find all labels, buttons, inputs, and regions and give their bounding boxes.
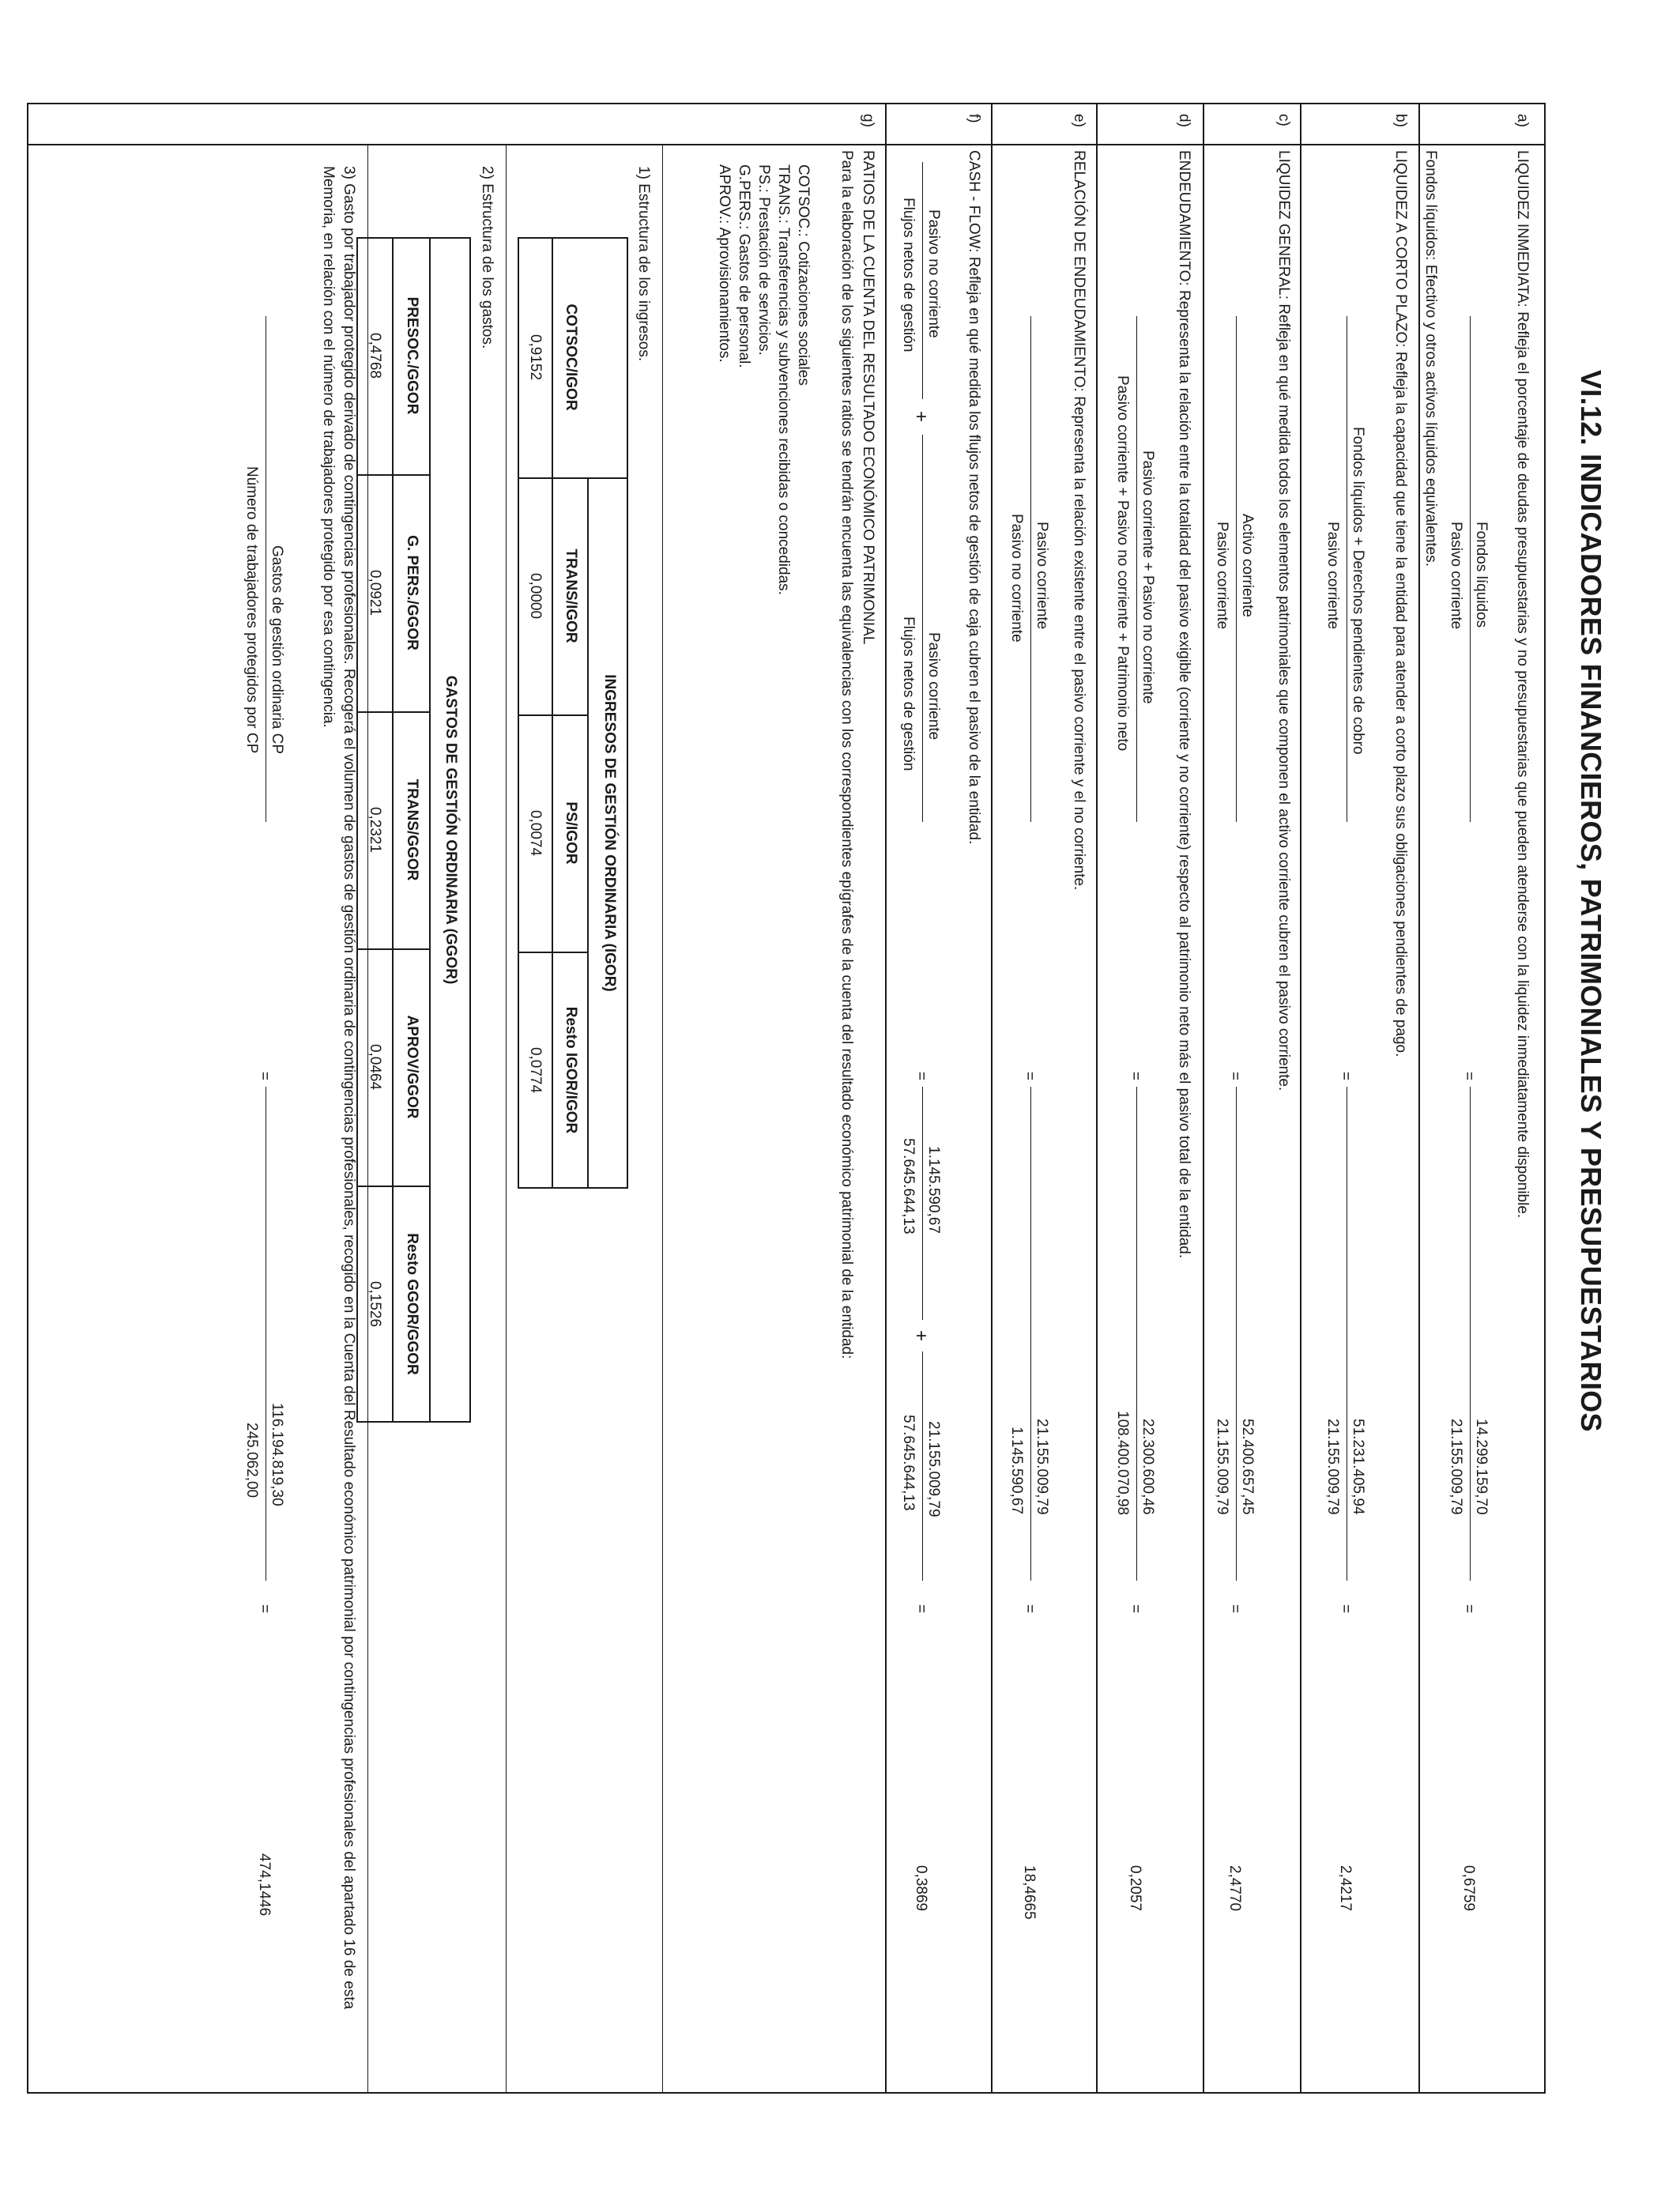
section-e-description: RELACIÓN DE ENDEUDAMIENTO: Representa la relación existente entre el pasivo corriente y el no corriente. [1071, 150, 1087, 891]
section-f-formula2-numerator: Pasivo corriente [925, 632, 942, 741]
section-b-letter: b) [1392, 114, 1409, 127]
section-e-numerator-value: 21.155.009,79 [1034, 1419, 1050, 1515]
section-g-heading: RATIOS DE LA CUENTA DEL RESULTADO ECONÓMICO PATRIMONIAL [860, 150, 876, 645]
row-separator [1418, 103, 1420, 2094]
ggor-table-title: GASTOS DE GESTIÓN ORDINARIA (GGOR) [443, 675, 459, 985]
section-d-equals: = [1127, 1072, 1143, 1081]
ggor-header-line [392, 237, 394, 1423]
ggor-header-gpers: G. PERS./GGOR [404, 535, 420, 650]
section-d-description: ENDEUDAMIENTO: Representa la relación entre la totalidad del pasivo exigible (corriente y no corriente) respecto al patrimonio neto más el pasivo total de la entidad. [1176, 150, 1192, 1259]
legend-trans: TRANS.: Transferencias y subvenciones recibidas o concedidas. [775, 164, 792, 595]
section-f-value1-denominator: 57.645.644,13 [900, 1138, 917, 1235]
section-f-formula1-denominator: Flujos netos de gestión [900, 198, 917, 352]
row-separator [1300, 103, 1301, 2094]
section-a-formula-denominator: Pasivo corriente [1448, 522, 1464, 630]
section-a-fraction-line [1470, 316, 1471, 822]
ggor-value-aprov: 0,0464 [367, 1043, 383, 1091]
row-separator [1096, 103, 1098, 2094]
section-c-formula-numerator: Activo corriente [1239, 514, 1256, 617]
section-f-value2-line [922, 1351, 923, 1581]
cp-result: 474,1446 [256, 1853, 273, 1917]
section-e-fraction-line [1030, 316, 1031, 822]
section-f-fraction1-line [922, 162, 923, 399]
section-e-denominator-value: 1.145.590,67 [1008, 1427, 1025, 1514]
igor-header-ps: PS/IGOR [563, 801, 579, 865]
section-b-denominator-value: 21.155.009,79 [1324, 1419, 1341, 1515]
cp-equals-result: = [256, 1604, 273, 1614]
section-c-fraction-line [1236, 316, 1237, 822]
legend-cotsoc: COTSOC.: Cotizaciones sociales [795, 164, 812, 386]
section-b-formula-numerator: Fondos líquidos + Derechos pendientes de cobro [1350, 427, 1366, 755]
section-c-formula-denominator: Pasivo corriente [1214, 522, 1230, 630]
section-b-formula-denominator: Pasivo corriente [1324, 522, 1341, 630]
ggor-value-trans: 0,2321 [367, 806, 383, 854]
letter-column-divider [27, 144, 1546, 145]
section-e-letter: e) [1071, 114, 1087, 127]
ggor-title-line [429, 237, 431, 1423]
section-a-value-line [1470, 1087, 1471, 1581]
section-f-result: 0,3869 [913, 1865, 929, 1912]
section-f-value2-numerator: 21.155.009,79 [925, 1421, 942, 1517]
ggor-header-resto: Resto GGOR/GGOR [404, 1233, 420, 1375]
section-f-plus: + [910, 411, 932, 423]
section-g-intro: Para la elaboración de los siguientes ratios se tendrán encuenta las equivalencias con los correspondientes epígrafes de la cuenta del resultado económico patrimonial de la entidad: [838, 150, 855, 1359]
section-d-result: 0,2057 [1127, 1865, 1143, 1912]
section-f-description: CASH - FLOW: Refleja en qué medida los flujos netos de gestión de caja cubren el pasivo de la entidad. [966, 150, 982, 845]
section-b-equals: = [1337, 1072, 1354, 1081]
section-d-denominator-value: 108.400.070,98 [1114, 1411, 1131, 1516]
igor-title-line [587, 477, 589, 1189]
section-f-fraction2-line [922, 435, 923, 822]
igor-value-cotsoc: 0,9152 [527, 334, 544, 381]
section-f-equals: = [913, 1072, 929, 1081]
igor-value-resto: 0,0774 [527, 1046, 544, 1094]
row-separator [506, 144, 507, 2094]
section-e-equals-result: = [1021, 1604, 1038, 1614]
ggor-value-resto: 0,1526 [367, 1280, 383, 1328]
section-f-letter: f) [966, 114, 982, 123]
section-d-equals-result: = [1127, 1604, 1143, 1614]
section-f-value-plus: + [910, 1330, 932, 1342]
section-c-equals-result: = [1226, 1604, 1243, 1614]
section-f-equals-result: = [913, 1604, 929, 1614]
section-f-value1-numerator: 1.145.590,67 [925, 1146, 942, 1234]
igor-value-trans: 0,0000 [527, 572, 544, 620]
section-d-fraction-line [1136, 316, 1137, 822]
section-d-value-line [1136, 1087, 1137, 1581]
section-e-result: 18,4665 [1021, 1865, 1038, 1920]
section-e-value-line [1030, 1087, 1031, 1581]
row-separator [662, 144, 663, 2094]
row-separator [1203, 103, 1204, 2094]
igor-header-line [552, 237, 553, 1189]
igor-caption: 1) Estructura de los ingresos. [635, 166, 652, 362]
section-a-numerator-value: 14.299.159,70 [1473, 1419, 1490, 1515]
igor-header-resto: Resto IGOR/IGOR [563, 1006, 579, 1134]
section-c-denominator-value: 21.155.009,79 [1214, 1419, 1230, 1515]
row-separator [885, 103, 887, 2094]
igor-value-ps: 0,0074 [527, 809, 544, 857]
section-b-numerator-value: 51.231.405,94 [1350, 1419, 1366, 1515]
section-e-formula-denominator: Pasivo no corriente [1008, 514, 1025, 643]
legend-aprov: APROV.: Aprovisionamientos. [716, 164, 733, 363]
section-a-equals: = [1460, 1072, 1477, 1081]
row-separator [991, 103, 993, 2094]
section-a-equals-result: = [1460, 1604, 1477, 1614]
cp-formula-denominator: Número de trabajadores protegidos por CP [243, 466, 260, 754]
igor-table-title: INGRESOS DE GESTIÓN ORDINARIA (IGOR) [601, 674, 618, 992]
ggor-header-presoc: PRESOC./GGOR [404, 296, 420, 415]
section-a-letter: a) [1514, 114, 1531, 127]
ggor-value-gpers: 0,0921 [367, 569, 383, 616]
cp-numerator-value: 116.194.819,30 [269, 1403, 285, 1506]
legend-gpers: G.PERS.: Gastos de personal. [736, 164, 752, 368]
section-d-formula-numerator: Pasivo corriente + Pasivo no corriente [1139, 450, 1156, 704]
section-a-description: LIQUIDEZ INMEDIATA: Refleja el porcentaje de deudas presupuestarias y no presupuestarias que pueden atenderse con la liquidez inmediatamente disponible. [1514, 150, 1531, 1219]
section-a-note: Fondos líquidos: Efectivo y otros activos líquidos equivalentes. [1422, 150, 1439, 567]
page-title: VI.12. INDICADORES FINANCIEROS, PATRIMONIALES Y PRESUPUESTARIOS [1575, 370, 1607, 1432]
ggor-header-aprov: APROV/GGOR [404, 1015, 420, 1119]
legend-ps: PS.: Prestación de servicios. [755, 164, 772, 356]
section-e-equals: = [1021, 1072, 1038, 1081]
cp-description: 3) Gasto por trabajador protegido derivado de contingencias profesionales. Recogerá el volumen de gastos de gestión ordinaria de contingencias profesionales, recogido en la Cuenta del Resultado económico patrimonial por contingencias profesionales del apartado 16 de esta Memoria, en relación con el número de trabajadores protegido por esa contingencia. [320, 166, 357, 2010]
section-c-description: LIQUIDEZ GENERAL: Refleja en qué medida todos los elementos patrimoniales que componen el activo corriente cubren el pasivo corriente. [1275, 150, 1292, 1091]
section-f-formula1-numerator: Pasivo no corriente [925, 209, 942, 338]
section-f-value1-line [922, 1087, 923, 1320]
section-c-numerator-value: 52.400.657,45 [1239, 1419, 1256, 1515]
section-b-result: 2,4217 [1337, 1865, 1354, 1912]
section-f-formula2-denominator: Flujos netos de gestión [900, 616, 917, 771]
section-g-letter: g) [860, 114, 876, 127]
cp-equals: = [256, 1072, 273, 1081]
igor-header-cotsoc: COTSOC/IGOR [563, 303, 579, 411]
section-a-formula-numerator: Fondos líquidos [1473, 522, 1490, 628]
section-b-equals-result: = [1337, 1604, 1354, 1614]
section-c-equals: = [1226, 1072, 1243, 1081]
section-b-description: LIQUIDEZ A CORTO PLAZO: Refleja la capacidad que tiene la entidad para atender a corto plazo sus obligaciones pendientes de pago. [1392, 150, 1409, 1057]
section-c-letter: c) [1275, 114, 1292, 126]
section-d-numerator-value: 22.300.600,46 [1139, 1419, 1156, 1515]
igor-header-trans: TRANS/IGOR [563, 548, 579, 643]
section-c-value-line [1236, 1087, 1237, 1581]
section-c-result: 2,4770 [1226, 1865, 1243, 1912]
section-d-letter: d) [1176, 114, 1192, 127]
section-f-value2-denominator: 57.645.644,13 [900, 1415, 917, 1511]
section-a-result: 0,6759 [1460, 1865, 1477, 1912]
ggor-caption: 2) Estructura de los gastos. [479, 166, 495, 349]
section-e-formula-numerator: Pasivo corriente [1034, 522, 1050, 630]
cp-denominator-value: 245.062,00 [243, 1423, 260, 1498]
ggor-value-presoc: 0,4768 [367, 332, 383, 379]
section-a-denominator-value: 21.155.009,79 [1448, 1419, 1464, 1515]
section-d-formula-denominator: Pasivo corriente + Pasivo no corriente + Patrimonio neto [1114, 375, 1131, 752]
cp-formula-numerator: Gastos de gestión ordinaria CP [269, 545, 285, 755]
ggor-header-trans: TRANS/GGOR [404, 778, 420, 881]
